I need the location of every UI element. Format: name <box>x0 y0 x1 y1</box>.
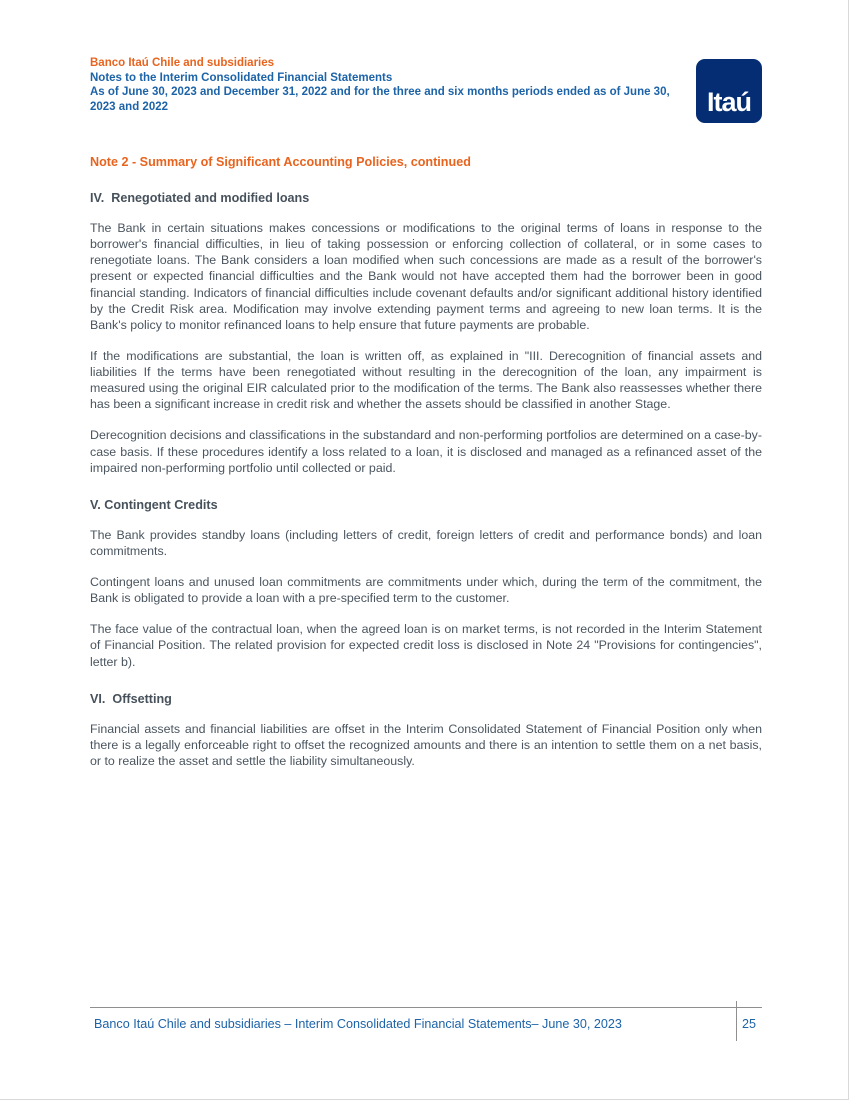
page-content <box>90 56 762 784</box>
paragraph: If the modifications are substantial, the loan is written off, as explained in "III. Derecognition of financial assets and liabilities If the terms have been renegotiated without resulting in the derecognition of the loan, any impairment is measured using the original EIR calculated prior to the modification of the terms. The Bank also reassesses whether there has been a significant increase in credit risk and whether the assets should be classified in another Stage. <box>90 348 762 412</box>
paragraph: The Bank provides standby loans (including letters of credit, foreign letters of credit and performance bonds) and loan commitments. <box>90 527 762 558</box>
page-number: 25 <box>741 1017 756 1031</box>
footer-divider <box>736 1001 737 1041</box>
paragraph: Contingent loans and unused loan commitments are commitments under which, during the term of the commitment, the Bank is obligated to provide a loan with a pre-specified term to the customer. <box>90 575 762 606</box>
paragraph: The face value of the contractual loan, when the agreed loan is on market terms, is not recorded in the Interim Statement of Financial Position. The related provision for expected credit loss is disclosed in Note 24 "Provisions for contingencies", letter b). <box>90 622 762 669</box>
section-contingent-credits <box>90 498 762 670</box>
document-period: As of June 30, 2023 and December 31, 2022 and for the three and six months periods ended as of June 30, 2023 and 2022 <box>90 86 670 114</box>
footer-text: Banco Itaú Chile and subsidiaries – Interim Consolidated Financial Statements– June 30, 2023 <box>94 1017 622 1031</box>
note-title: Note 2 - Summary of Significant Accounting Policies, continued <box>90 155 471 169</box>
section-offsetting <box>90 692 762 769</box>
page-footer <box>90 1007 762 1031</box>
itau-logo <box>696 59 762 123</box>
paragraph: The Bank in certain situations makes concessions or modifications to the original terms of loans in response to the borrower's financial difficulties, in lieu of taking possession or enforcing collection of collateral, or in some cases to renegotiate loans. The Bank considers a loan modified when such concessions are made as a result of the borrower's present or expected financial difficulties and the Bank would not have accepted them had the borrower been in good financial standing. Indicators of financial difficulties include covenant defaults and/or significant additional history identified by the Credit Risk area. Modification may involve extending payment terms and agreeing to new loan terms. It is the Bank's policy to monitor refinanced loans to help ensure that future payments are probable. <box>90 221 762 332</box>
paragraph: Derecognition decisions and classifications in the substandard and non-performing portfolios are determined on a case-by-case basis. If these procedures identify a loss related to a loan, it is disclosed and managed as a refinanced asset of the impaired non-performing portfolio until collected or paid. <box>90 428 762 475</box>
document-title: Notes to the Interim Consolidated Financial Statements <box>90 71 393 84</box>
itau-logo-text: Itaú <box>706 87 751 117</box>
section-heading-iv: IV. Renegotiated and modified loans <box>90 191 310 205</box>
document-header <box>90 56 762 123</box>
section-heading-v: V. Contingent Credits <box>90 497 218 512</box>
section-heading-vi: VI. Offsetting <box>90 691 172 706</box>
section-renegotiated-loans <box>90 191 762 476</box>
header-text-block <box>90 56 688 115</box>
paragraph: Financial assets and financial liabilities are offset in the Interim Consolidated Statement of Financial Position only when there is a legally enforceable right to offset the recognized amounts and there is an intention to settle them on a net basis, or to realize the asset and settle the liability simultaneously. <box>90 721 762 768</box>
company-name: Banco Itaú Chile and subsidiaries <box>90 57 275 69</box>
